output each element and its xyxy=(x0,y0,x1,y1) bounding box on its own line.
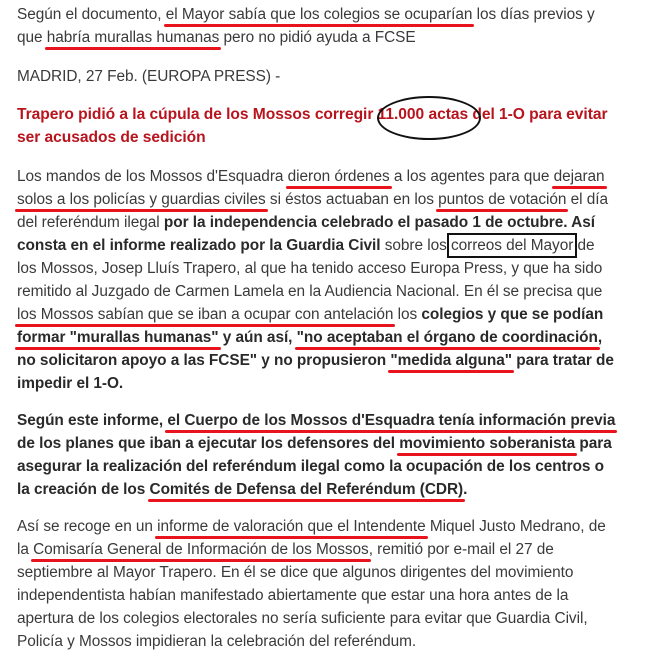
p3-line-5: apertura de los colegios electorales no sería suficiente para evitar que Guardia Civil, xyxy=(17,610,588,627)
p3-line-6: Policía y Mossos impidieran la celebración del referéndum. xyxy=(17,633,417,650)
headline-line-2: ser acusados de sedición xyxy=(17,129,206,146)
intro-line-2: que habría murallas humanas pero no pidió ayuda a FCSE xyxy=(17,29,416,46)
underline-formar-murallas: formar "murallas humanas" xyxy=(17,329,219,346)
dateline: MADRID, 27 Feb. (EUROPA PRESS) - xyxy=(17,68,281,85)
underline-mayor-sabia: el Mayor sabía que los colegios se ocuparían xyxy=(165,6,473,23)
p2-line-4: la creación de los Comités de Defensa del Referéndum (CDR). xyxy=(17,481,468,498)
underline-murallas-humanas: habría murallas humanas xyxy=(46,29,220,46)
headline-actas-circled: 11.000 actas xyxy=(377,106,469,123)
underline-puntos-votacion: puntos de votación xyxy=(438,191,567,208)
headline-line-1: Trapero pidió a la cúpula de los Mossos corregir 11.000 actas del 1-O para evitar xyxy=(17,106,608,123)
p1-line-3: del referéndum ilegal por la independencia celebrado el pasado 1 de octubre. Así xyxy=(17,214,595,231)
p3-line-2: la Comisaría General de Información de los Mossos, remitió por e-mail el 27 de xyxy=(17,541,554,558)
p3-line-3: septiembre al Mayor Trapero. En él se dice que algunos dirigentes del movimiento xyxy=(17,564,574,581)
p2-line-3: asegurar la realización del referéndum ilegal como la ocupación de los centros o xyxy=(17,458,605,475)
p1-line-4: consta en el informe realizado por la Guardia Civil sobre los correos del Mayor de xyxy=(17,237,595,254)
p2-line-1: Según este informe, el Cuerpo de los Mossos d'Esquadra tenía información previa xyxy=(17,412,616,429)
p1-line-10: impedir el 1-O. xyxy=(17,375,124,392)
p1-line-8: formar "murallas humanas" y aún así, "no aceptaban el órgano de coordinación, xyxy=(17,329,603,346)
underline-solos-policias: solos a los policías y guardias civiles xyxy=(17,191,266,208)
underline-movimiento-soberanista: movimiento soberanista xyxy=(399,435,576,452)
intro-line-1: Según el documento, el Mayor sabía que los colegios se ocuparían los días previos y xyxy=(17,6,595,23)
p1-line-9: no solicitaron apoyo a las FCSE" y no propusieron "medida alguna" para tratar de xyxy=(17,352,614,369)
underline-mossos-sabian: los Mossos sabían que se iban a ocupar con antelación xyxy=(17,306,394,323)
p1-line-2: solos a los policías y guardias civiles si éstos actuaban en los puntos de votación el día xyxy=(17,191,608,208)
p1-line-6: remitido al Juzgado de Carmen Lamela en la Audiencia Nacional. En él se precisa que xyxy=(17,283,603,300)
boxed-correos-del-mayor: correos del Mayor xyxy=(450,237,574,254)
p1-line-7: los Mossos sabían que se iban a ocupar con antelación los colegios y que se podían xyxy=(17,306,604,323)
p1-line-5: los Mossos, Josep Lluís Trapero, al que ha tenido acceso Europa Press, y que ha sido xyxy=(17,260,603,277)
underline-dejaran: dejaran xyxy=(553,168,605,185)
underline-no-aceptaban: "no aceptaban el órgano de coordinación xyxy=(296,329,598,346)
underline-medida-alguna: "medida alguna" xyxy=(390,352,512,369)
underline-cdr: Comités de Defensa del Referéndum (CDR) xyxy=(149,481,464,498)
underline-cuerpo-mossos: el Cuerpo de los Mossos d'Esquadra tenía información previa xyxy=(167,412,616,429)
p2-line-2: de los planes que iban a ejecutar los defensores del movimiento soberanista para xyxy=(17,435,612,452)
underline-informe-valoracion: informe de valoración que el Intendente xyxy=(157,518,426,535)
underline-dieron-ordenes: dieron órdenes xyxy=(287,168,390,185)
p3-line-1: Así se recoge en un informe de valoración que el Intendente Miquel Justo Medrano, de xyxy=(17,518,606,535)
underline-comisaria-general: Comisaría General de Información de los Mossos xyxy=(33,541,369,558)
p1-line-1: Los mandos de los Mossos d'Esquadra dieron órdenes a los agentes para que dejaran xyxy=(17,168,605,185)
p3-line-4: independentista habían manifestado abiertamente que estar una hora antes de la xyxy=(17,587,569,604)
